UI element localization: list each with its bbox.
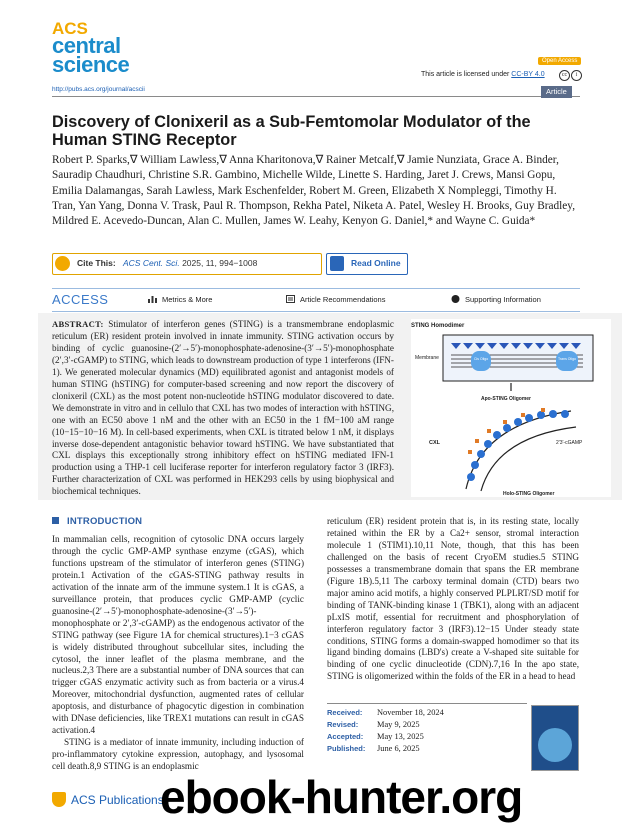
watermark: ebook-hunter.org bbox=[160, 771, 523, 823]
journal-url[interactable]: http://pubs.acs.org/journal/acscii bbox=[52, 86, 145, 93]
fig-trans-label: Trans Oligo bbox=[558, 357, 576, 361]
intro-paragraph-2: STING is a mediator of innate immunity, including induction of pro-inflammatory cytokine expression, autophagy, and lysosomal cell death.8,9 STING is an endoplasmic bbox=[52, 737, 304, 772]
section-marker bbox=[52, 517, 59, 524]
cc-icon: cc bbox=[559, 70, 570, 81]
fig-homodimer-label: STING Homodimer bbox=[411, 323, 465, 329]
fig-cxl-label: CXL bbox=[429, 440, 440, 446]
journal-logo-central: central bbox=[52, 32, 121, 58]
supporting-info-icon bbox=[451, 295, 460, 303]
recommendations-link[interactable] bbox=[286, 295, 385, 304]
license-prefix: This article is licensed under bbox=[421, 71, 512, 78]
metrics-label: Metrics & More bbox=[162, 295, 213, 304]
intro-paragraph-1: In mammalian cells, recognition of cytosolic DNA occurs largely through the cyclic GMP-AMP synthase enzyme (cGAS), which functions upstream of the stimulator of interferon genes (STING) protein.1 Activation of the cGAS-STING pathway results in activation of the innate arm of the immune system.1 It is cGAS, a surveillance protein, that produces cyclic GMP-AMP (cyclic guanosine-(2′→5′)-monophosphate-adenosine-(3′→5′)-monophosphate or 2′,3′-cGAMP) as the endogenous activator of the STING pathway (see Figure 1A for chemical structures).1−3 cGAS is widely distributed throughout subcellular sites, including the cytosol, the inner leaflet of the plasma membrane, and the nucleus.2,3 There are a substantial number of DNA sources that can trigger cGAS enzymatic activity such as from bacteria or a virus.4 Moreover, mitochondrial dysfunction, augmented rates of cellular apoptosis, and disturbance of phagocytic digestion in combination with DNase deficiencies, like TREX1 mutations can result in cGAS activation.4 bbox=[52, 534, 304, 736]
read-online-label: Read Online bbox=[351, 258, 401, 268]
journal-cover-thumbnail[interactable] bbox=[531, 705, 579, 771]
fig-membrane-label: Membrane bbox=[415, 355, 439, 361]
recommendations-label: Article Recommendations bbox=[300, 295, 386, 304]
open-access-badge: Open Access bbox=[538, 57, 581, 65]
url-bar bbox=[52, 86, 580, 97]
article-type-tag: Article bbox=[541, 86, 572, 98]
intro-paragraph-right: reticulum (ER) resident protein that is, in its resting state, locally retained within the ER by a Ca2+ sensor, stromal interaction molecule 1 (STIM1).10,11 Note, though, that this has been challenged on the basis of recent CryoEM studies.5 STING possesses a transmembrane domain that spans the ER membrane (Figure 1B).5,11 The carboxy terminal domain (CTD) bears two major amino acid motifs, a highly conserved PLPLRT/SD motif for binding of TANK-binding kinase 1 (TBK1), along with an adjacent pLxIS motif, essential for recruitment and phosphorylation of interferon regulatory factor 3 (IRF3).12−15 Under steady state conditions, STING forms a domain-swapped homodimer so that its ligand binding domains (LBD's) create a V-shaped site suitable for binding of one cyclic dinucleotide (CDN).7,16 In the apo state, STING is oligomerized within the folds of the ER in a head to head bbox=[327, 516, 579, 682]
revised-label: Revised: bbox=[327, 720, 359, 729]
article-icon bbox=[286, 295, 295, 303]
supporting-info-link[interactable] bbox=[451, 295, 541, 304]
abstract-text: Stimulator of interferon genes (STING) is a transmembrane endoplasmic reticulum (ER) resident protein involved in innate immunity. STING activation occurs by binding of cyclic guanosine-(2′→5′)-monophosphate-adenosine-(3′→5′)-monophosphate (2′,3′-cGAMP) to STING, which leads to downstream production of type 1 interferons (IFN-1). We generated molecular dynamics (MD) equilibrated agonist and antagonist models of human STING (hSTING) for computer-based screening and now report the discovery of clonixeril (CXL) as the most potent non-nucleotide hSTING modulator discovered to date. We demonstrate in vitro and in cellulo that CXL has two modes of interaction with hSTING, one with an EC50 above 1 nM and the other with an EC50 in the 1 fM−100 aM range (10−15−10−16 M). In cell-based experiments, when CXL is titrated below 1 nM, it displays inverse dose-dependent antagonistic behavior toward hSTING. We have substantiated that CXL displays this exceptionally strong inhibitory effect on hSTING mediated IFN-1 production using a THP-1 cell luciferase reporter for interferon regulatory factor 3 (IRF3). Further characterization of CXL was performed in HEK293 cells by using biophysical and biochemical techniques. bbox=[52, 319, 395, 497]
quote-icon bbox=[55, 256, 70, 271]
metrics-link[interactable] bbox=[148, 295, 212, 304]
received-row bbox=[327, 707, 527, 719]
cite-journal: ACS Cent. Sci. bbox=[123, 258, 180, 268]
fig-cgamp-label: 2′3′-cGAMP bbox=[556, 440, 583, 446]
accepted-label: Accepted: bbox=[327, 732, 364, 741]
publisher-name: ACS Publications bbox=[71, 793, 164, 807]
book-icon bbox=[330, 256, 344, 271]
cite-label: Cite This: bbox=[77, 258, 116, 268]
abstract bbox=[52, 319, 394, 498]
bar-chart-icon bbox=[148, 295, 157, 303]
by-icon: i bbox=[571, 70, 582, 81]
left-column bbox=[52, 534, 304, 773]
abstract-label: ABSTRACT: bbox=[52, 319, 104, 329]
fig-apo-label: Apo-STING Oligomer bbox=[481, 396, 531, 402]
revised-row bbox=[327, 719, 527, 731]
received-label: Received: bbox=[327, 708, 363, 717]
received-date: November 18, 2024 bbox=[377, 708, 444, 717]
article-title: Discovery of Clonixeril as a Sub-Femtomolar Modulator of the Human STING Receptor bbox=[52, 113, 531, 149]
author-list: Robert P. Sparks,∇ William Lawless,∇ Anna Kharitonova,∇ Rainer Metcalf,∇ Jamie Nunziata, Grace A. Binder, Sauradip Chaudhuri, Christine S.R. Gambino, Michelle Wilde, Linette S. Harding, Jaret J. Crews, Mansi Gopu, Emilia Dalamangas, Sarah Lawless, Mark Eschenfelder, Robert M. Green, Elizabeth X Nompleggi, Timothy H. Tran, Yan Yang, Donna V. Trask, Paul R. Thompson, Rekha Patel, Niketa A. Patel, Wesley H. Brooks, Guy Bradley, Mildred E. Acevedo-Duncan, Alan C. Mullen, James W. Leahy, Kenyon G. Daniel,* and Wayne C. Guida* bbox=[52, 154, 576, 228]
introduction-heading-text: INTRODUCTION bbox=[67, 516, 143, 527]
access-label: ACCESS bbox=[52, 292, 109, 307]
cc-icons bbox=[558, 69, 582, 81]
accepted-row bbox=[327, 731, 527, 743]
cover-art bbox=[538, 728, 572, 762]
introduction-heading bbox=[52, 516, 142, 527]
fig-cis-label: Cis Oligo bbox=[474, 357, 489, 361]
access-bar bbox=[52, 288, 580, 312]
license-link[interactable]: CC-BY 4.0 bbox=[511, 71, 545, 78]
acs-shield-icon bbox=[52, 792, 66, 807]
article-dates bbox=[327, 703, 527, 755]
cite-this-box[interactable] bbox=[52, 253, 322, 275]
journal-logo-science: science bbox=[52, 51, 130, 77]
accepted-date: May 13, 2025 bbox=[377, 732, 424, 741]
journal-logo[interactable] bbox=[52, 19, 130, 77]
supporting-label: Supporting Information bbox=[465, 295, 541, 304]
license-text bbox=[421, 71, 545, 78]
published-row bbox=[327, 743, 527, 755]
citation bbox=[123, 258, 257, 268]
read-online-button[interactable] bbox=[326, 253, 408, 275]
publisher-logo[interactable] bbox=[52, 792, 164, 807]
published-label: Published: bbox=[327, 744, 366, 753]
right-column bbox=[327, 516, 579, 683]
toc-graphic bbox=[411, 319, 611, 497]
published-date: June 6, 2025 bbox=[377, 744, 420, 753]
journal-logo-acs: ACS bbox=[52, 19, 88, 38]
fig-holo-label: Holo-STING Oligomer bbox=[503, 491, 555, 497]
revised-date: May 9, 2025 bbox=[377, 720, 420, 729]
cite-details: 2025, 11, 994−1008 bbox=[182, 258, 258, 268]
